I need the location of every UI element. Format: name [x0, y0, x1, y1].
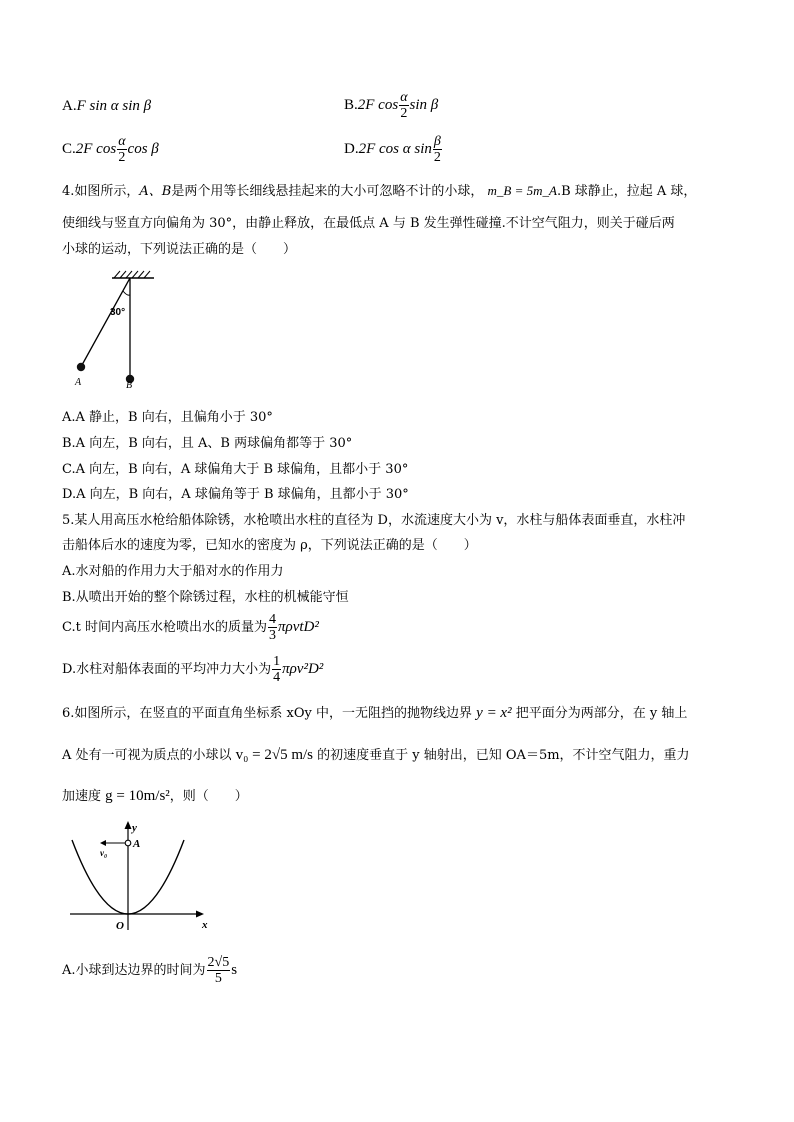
q6-line3: [62, 786, 248, 807]
q6-line2-eq: v₀ = 2√5 m/s: [235, 747, 314, 763]
q5-line1: 5.某人用高压水枪给船体除锈，水枪喷出水柱的直径为 D，水流速度大小为 v，水柱与船体表面垂直，水柱冲: [62, 513, 686, 528]
q5-line2: 击船体后水的速度为零，已知水的密度为 ρ，下列说法正确的是（ ）: [62, 538, 477, 553]
y-axis-label: y: [132, 822, 137, 834]
q5-option-c-num: 4: [268, 612, 276, 627]
x-axis-arrow: [196, 911, 204, 918]
q6-line1: [62, 703, 687, 724]
q4-pendulum-figure: [66, 268, 162, 388]
q6-line1-a: 6.如图所示，在竖直的平面直角坐标系 xOy 中，一无阻挡的抛物线边界: [62, 706, 473, 721]
angle-arc: [123, 291, 130, 295]
q3-option-c-num: α: [118, 134, 126, 150]
point-a: [125, 840, 131, 846]
q4-line1-c: 是两个用等长细线悬挂起来的大小可忽略不计的小球，: [171, 184, 484, 199]
q6-option-a-num: 2√5: [207, 955, 230, 970]
q3-option-b-num: α: [400, 90, 408, 106]
q5-option-c: [62, 610, 319, 645]
velocity-label: v₀: [100, 848, 108, 858]
q5-option-a: A.水对船的作用力大于船对水的作用力: [62, 564, 284, 579]
q4-line3: 小球的运动，下列说法正确的是（ ）: [62, 242, 297, 257]
q6-line2-a: A 处有一可视为质点的小球以: [62, 748, 232, 763]
ball-a: [77, 363, 85, 371]
angle-label: 30°: [110, 307, 126, 318]
y-axis-arrow: [125, 821, 132, 829]
q3-option-b: [344, 88, 438, 122]
string-a: [82, 278, 130, 365]
q6-line3-b: ，则（ ）: [169, 789, 248, 804]
q4-line1-a: 4.如图所示，: [62, 184, 140, 199]
q3-option-d-den: 2: [433, 150, 441, 166]
q3-option-c: [62, 132, 159, 166]
ball-b-label: B: [126, 380, 133, 388]
q4-mass-relation: m_B = 5m_A: [487, 183, 557, 198]
q4-option-c: C.A 向左，B 向右，A 球偏角大于 B 球偏角，且都小于 30°: [62, 462, 409, 477]
q3-option-d-label: D.: [344, 141, 359, 157]
q3-option-b-pre: 2F cos: [357, 97, 399, 113]
ball-a-label: A: [75, 377, 82, 388]
q6-line1-b: 把平面分为两部分，在 y 轴上: [515, 706, 688, 721]
q6-line2: [62, 745, 690, 766]
q6-option-a-den: 5: [207, 970, 231, 986]
q6-line3-a: 加速度: [62, 789, 102, 804]
q3-option-c-pre: 2F cos: [75, 141, 117, 157]
q6-option-a-unit: s: [231, 962, 238, 978]
q3-option-d-num: β: [433, 134, 441, 150]
q3-option-d: [344, 132, 443, 166]
q3-option-a: [62, 96, 151, 116]
q5-option-c-text: C.t 时间内高压水枪喷出水的质量为: [62, 620, 267, 635]
q3-option-d-pre: 2F cos α sin: [358, 141, 432, 157]
q4-line1-d: .B 球静止，拉起 A 球，: [556, 184, 697, 199]
q6-line1-eq: y = x²: [476, 705, 512, 721]
q3-option-b-label: B.: [344, 97, 358, 113]
q3-option-a-expr: F sin α sin β: [76, 98, 152, 114]
q3-option-c-label: C.: [62, 141, 76, 157]
q6-option-a-text: A.小球到达边界的时间为: [62, 963, 206, 978]
origin-label: O: [116, 920, 124, 932]
q5-option-d-num: 1: [273, 654, 281, 669]
q4-option-d: D.A 向左，B 向右，A 球偏角等于 B 球偏角，且都小于 30°: [62, 487, 409, 502]
q3-option-c-den: 2: [118, 150, 126, 166]
q5-option-d: [62, 652, 323, 687]
q4-line1: [62, 181, 696, 202]
point-a-label: A: [133, 838, 141, 850]
q4-line1-b: A、B: [139, 184, 172, 199]
q6-option-a: [62, 950, 237, 991]
q6-line3-eq: g = 10m/s²: [105, 788, 170, 804]
q6-line2-b: 的初速度垂直于 y 轴射出，已知 OA＝5m，不计空气阻力，重力: [317, 748, 690, 763]
q3-option-b-post: sin β: [409, 97, 439, 113]
q5-option-d-tail: πρv²D²: [282, 661, 324, 677]
q5-option-d-text: D.水柱对船体表面的平均冲力大小为: [62, 662, 272, 677]
q4-line2: 使细线与竖直方向偏角为 30°，由静止释放，在最低点 A 与 B 发生弹性碰撞.不计空气阻力，则关于碰后两: [62, 216, 675, 231]
x-axis-label: x: [202, 919, 208, 931]
q5-option-c-den: 3: [268, 628, 276, 643]
ceiling-hatch: [114, 271, 150, 278]
q5-option-c-tail: πρvtD²: [277, 619, 319, 635]
q4-option-b: B.A 向左，B 向右，且 A、B 两球偏角都等于 30°: [62, 436, 353, 451]
q5-option-d-den: 4: [273, 670, 281, 685]
q6-parabola-figure: [66, 818, 212, 934]
q4-option-a: A.A 静止，B 向右，且偏角小于 30°: [62, 410, 273, 425]
q3-option-a-label: A.: [62, 98, 77, 114]
q3-option-c-post: cos β: [127, 141, 159, 157]
velocity-arrowhead: [100, 840, 106, 846]
q3-option-b-den: 2: [400, 106, 408, 122]
q5-option-b: B.从喷出开始的整个除锈过程，水柱的机械能守恒: [62, 590, 349, 605]
